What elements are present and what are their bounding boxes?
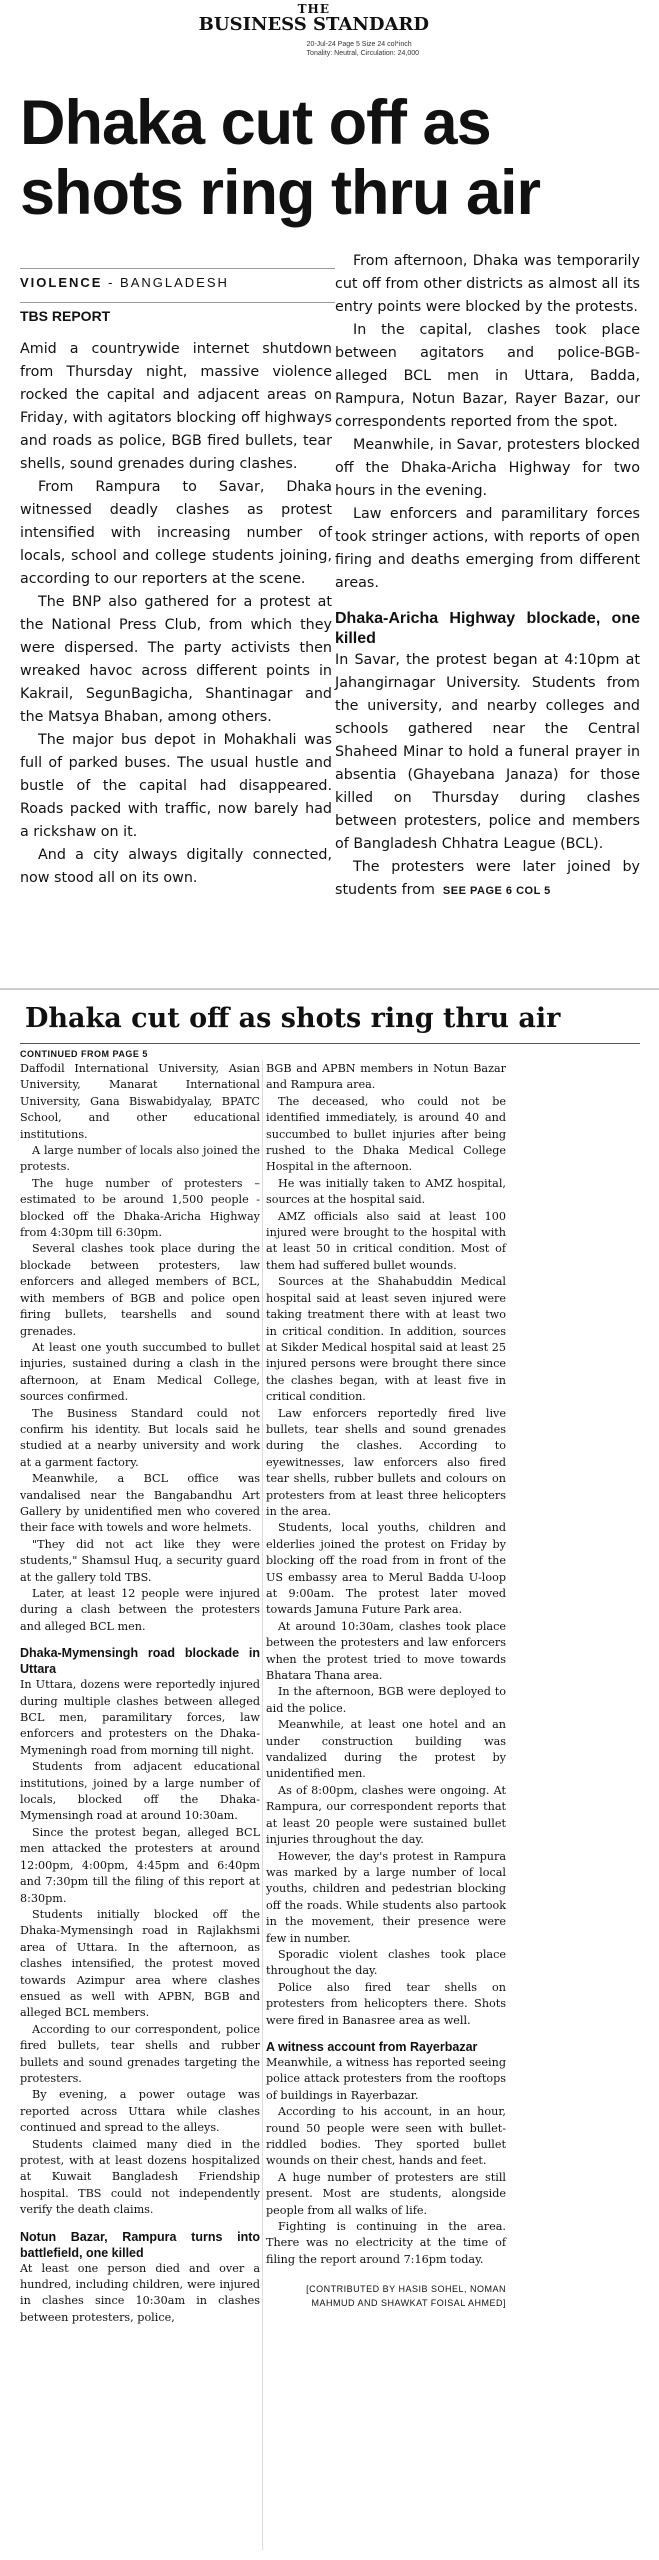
continued-label: CONTINUED FROM PAGE 5 — [20, 1049, 148, 1059]
paragraph: As of 8:00pm, clashes were ongoing. At Rampura, our correspondent reports that at least 20 people were sustained bullet injuries throughout the day. — [266, 1783, 506, 1847]
paragraph: BGB and APBN members in Notun Bazar and Rampura area. — [266, 1062, 506, 1092]
paragraph: According to his account, in an hour, round 50 people were seen with bullet-riddled bodies. They sported bullet wounds on their chest, hands and feet. — [266, 2105, 506, 2168]
article-column-1 — [20, 338, 332, 890]
newspaper-logo — [199, 2, 429, 34]
paragraph: Law enforcers and paramilitary forces took stringer actions, with reports of open firing and deaths emerging from different areas. — [335, 506, 640, 591]
last-paragraph-text: The protesters were later joined by students from — [335, 859, 640, 898]
masthead — [0, 0, 659, 75]
last-paragraph — [335, 856, 640, 903]
paragraph: Amid a countrywide internet shutdown from Thursday night, massive violence rocked the capital and adjacent areas on Friday, with agitators blocking off highways and roads as police, BGB fired bullets, tear shells, sound grenades during clashes. — [20, 341, 332, 472]
headline-rule — [20, 1043, 640, 1044]
paragraph: He was initially taken to AMZ hospital, sources at the hospital said. — [266, 1176, 506, 1207]
paragraph: According to our correspondent, police fired bullets, tear shells and rubber bullets and sound grenades targeting the protesters. — [20, 2022, 260, 2085]
paragraph: Several clashes took place during the blockade between protesters, law enforcers and alleged members of BCL, with members of BGB and police open firing bullets, tearshells and sound grenades. — [20, 1242, 260, 1338]
paragraph: Sporadic violent clashes took place throughout the day. — [266, 1947, 506, 1978]
paragraph: From Rampura to Savar, Dhaka witnessed deadly clashes as protest intensified with increasing number of locals, school and college students joining, according to our reporters at the scene. — [20, 479, 332, 587]
paragraph: Since the protest began, alleged BCL men attacked the protesters at around 12:00pm, 4:00pm, 4:45pm and 6:40pm and 7:30pm till the filing of this report at 8:30pm. — [20, 1825, 260, 1905]
paragraph: Meanwhile, a BCL office was vandalised near the Bangabandhu Art Gallery by unidentified men who covered their face with towels and wore helmets. — [20, 1472, 260, 1535]
paragraph: Police also fired tear shells on protesters from helicopters there. Shots were fired in Banasree area as well. — [266, 1980, 506, 2027]
paragraph: AMZ officials also said at least 100 injured were brought to the hospital with at least 50 in critical condition. Most of them had suffered bullet wounds. — [266, 1209, 506, 1272]
paragraph: Fighting is continuing in the area. There was no electricity at the time of filing the report around 7:16pm today. — [266, 2220, 506, 2266]
paragraph: A huge number of protesters are still present. Most are students, alongside people from all walks of life. — [266, 2170, 506, 2217]
paragraph: Students, local youths, children and elderlies joined the protest on Friday by blocking off the road from in front of the US embassy area to Merul Badda U-loop at 9:00am. The protest later moved towards Jamuna Future Park area. — [266, 1521, 506, 1617]
kicker-main: VIOLENCE — [20, 275, 103, 290]
paragraph: In the afternoon, BGB were deployed to aid the police. — [266, 1685, 506, 1715]
byline: TBS REPORT — [20, 302, 335, 324]
paragraph: In the capital, clashes took place between agitators and police-BGB- alleged BCL men in Uttara, Badda, Rampura, Notun Bazar, Rayer Bazar, our correspondents reported from the spot. — [335, 322, 640, 430]
subheading: Dhaka-Mymensingh road blockade in Uttara — [20, 1646, 260, 1677]
paragraph: However, the day's protest in Rampura was marked by a large number of local youths, children and pedestrian blocking off the roads. While students also partook in the movement, their presence were few in number. — [266, 1849, 506, 1945]
paragraph: Students claimed many died in the protest, with at least dozens hospitalized at Kuwait Bangladesh Friendship hospital. TBS could not independently verify the death claims. — [20, 2137, 260, 2217]
logo-line-2: BUSINESS STANDARD — [198, 14, 429, 35]
paragraph: In Savar, the protest began at 4:10pm at Jahangirnagar University. Students from the university, and nearby colleges and schools gathered near the Central Shaheed Minar to hold a funeral prayer in absentia (Ghayebana Janaza) for those killed on Thursday during clashes between protesters, police and members of Bangladesh Chhatra League (BCL). — [335, 652, 640, 852]
paragraph: The major bus depot in Mohakhali was full of parked buses. The usual hustle and bustle of the capital had disappeared. Roads packed with traffic, now barely had a rickshaw on it. — [20, 732, 332, 840]
subheading: Notun Bazar, Rampura turns into battlefield, one killed — [20, 2229, 260, 2260]
paragraph: The huge number of protesters – estimated to be around 1,500 people - blocked off the Dhaka-Aricha Highway from 4:30pm till 6:30pm. — [20, 1176, 260, 1240]
paragraph: By evening, a power outage was reported across Uttara while clashes continued and spread to the alleys. — [20, 2088, 260, 2135]
subheading: Dhaka-Aricha Highway blockade, one killed — [335, 610, 640, 647]
paragraph: Daffodil International University, Asian University, Manarat International University, Gana Biswabidyalay, BPATC School, and other educational institutions. — [20, 1062, 260, 1141]
paragraph: At least one person died and over a hundred, including children, were injured in clashes since 10:30am in clashes between protesters, police, — [20, 2261, 260, 2324]
paragraph: And a city always digitally connected, now stood all on its own. — [20, 847, 332, 886]
paragraph: In Uttara, dozens were reportedly injured during multiple clashes between alleged BCL men, paramilitary forces, law enforcers and protesters on the Dhaka-Mymeningh road from morning till night. — [20, 1678, 260, 1757]
continuation-column-1 — [20, 1061, 260, 2326]
paragraph: A large number of locals also joined the protests. — [20, 1144, 260, 1174]
paragraph: Meanwhile, in Savar, protesters blocked off the Dhaka-Aricha Highway for two hours in the evening. — [335, 437, 640, 499]
paragraph: Students from adjacent educational institutions, joined by a large number of locals, blocked off the Dhaka-Mymensingh road at around 10:30am. — [20, 1760, 260, 1823]
paragraph: At around 10:30am, clashes took place between the protesters and law enforcers when the protest tried to move towards Bhatara Thana area. — [266, 1619, 506, 1683]
clipping-meta-line-2: Tonality: Neutral, Circulation: 24,000 — [306, 50, 419, 57]
continuation-column-2 — [266, 1061, 506, 2310]
article-headline: Dhaka cut off as shots ring thru air — [20, 88, 541, 228]
paragraph: Law enforcers reportedly fired live bullets, tear shells and sound grenades during the clashes. According to eyewitnesses, law enforcers also fired tear shells, rubber bullets and colours on protesters from at least three helicopters in the area. — [266, 1406, 506, 1518]
see-page-jump: SEE PAGE 6 COL 5 — [442, 885, 551, 897]
paragraph: At least one youth succumbed to bullet injuries, sustained during a clash in the afternoon, at Enam Medical College, sources confirmed. — [20, 1340, 260, 1404]
clipping-meta-line-1: 20-Jul-24 Page 5 Size 24 col*inch — [306, 41, 412, 48]
paragraph: Later, at least 12 people were injured during a clash between the protesters and alleged BCL men. — [20, 1587, 260, 1633]
clipping-meta — [307, 40, 419, 58]
paragraph: Meanwhile, at least one hotel and an under construction building was vandalized during the protest by unidentified men. — [266, 1718, 506, 1781]
column-separator — [262, 1060, 263, 2550]
article-column-2 — [335, 250, 640, 903]
paragraph: The BNP also gathered for a protest at the National Press Club, from which they were dispersed. The party activists then wreaked havoc across different points in Kakrail, SegunBagicha, Shantinagar and the Matsya Bhaban, among others. — [20, 594, 332, 725]
subheading: A witness account from Rayerbazar — [266, 2039, 478, 2054]
paragraph: "They did not act like they were students," Shamsul Huq, a security guard at the gallery told TBS. — [20, 1537, 260, 1584]
paragraph: Students initially blocked off the Dhaka-Mymensingh road in Rajlakhsmi area of Uttara. In the afternoon, as clashes intensified, the protest moved towards Azimpur area where clashes ensued as well with APBN, BGB and alleged BCL members. — [20, 1907, 260, 2020]
kicker — [20, 268, 335, 290]
paragraph: The Business Standard could not confirm his identity. But locals said he studied at a nearby university and work at a garment factory. — [20, 1406, 260, 1469]
continuation-headline: Dhaka cut off as shots ring thru air — [25, 1003, 561, 1034]
paragraph: Sources at the Shahabuddin Medical hospital said at least seven injured were taking treatment there with at least two in critical condition. In addition, sources at Sikder Medical hospital said at least 25 injured persons were brought there since the clashes began, with at least five in critical condition. — [266, 1275, 506, 1404]
paragraph: From afternoon, Dhaka was temporarily cut off from other districts as almost all its entry points were blocked by the protests. — [335, 253, 640, 315]
paragraph: Meanwhile, a witness has reported seeing police attack protesters from the rooftops of buildings in Rayerbazar. — [266, 2055, 506, 2102]
paragraph: The deceased, who could not be identified immediately, is around 40 and succumbed to bullet injuries after being rushed to the Dhaka Medical College Hospital in the afternoon. — [266, 1094, 506, 1174]
clipping-divider — [0, 988, 659, 990]
contributors-credit: [CONTRIBUTED BY HASIB SOHEL, NOMAN MAHMUD AND SHAWKAT FOISAL AHMED] — [306, 2284, 506, 2309]
logo-line-1: THE — [297, 2, 331, 16]
kicker-sub: BANGLADESH — [120, 275, 229, 290]
kicker-separator: - — [102, 275, 121, 290]
